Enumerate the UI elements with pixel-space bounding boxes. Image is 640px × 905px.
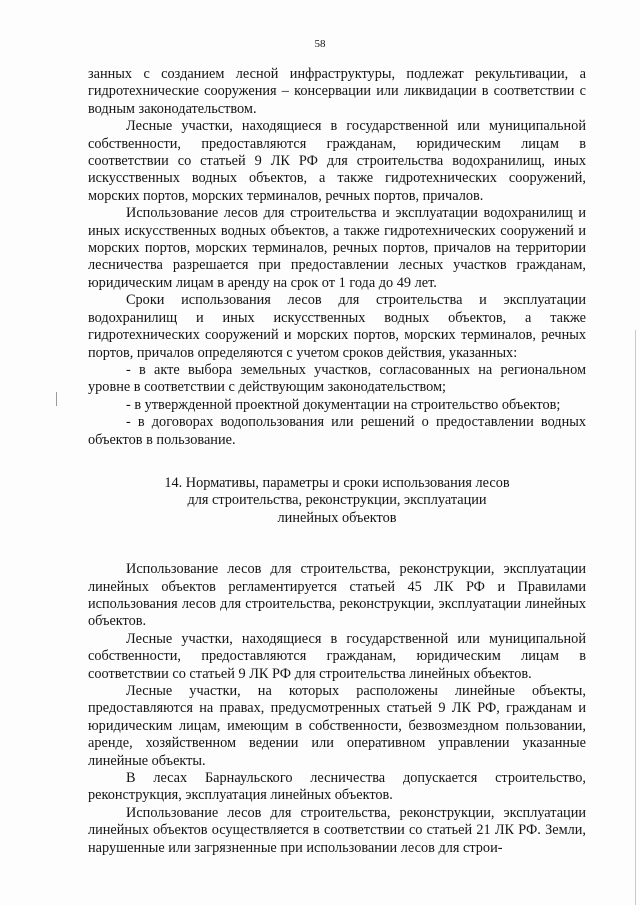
scan-edge-line	[635, 330, 636, 905]
section-heading-line: линейных объектов	[277, 509, 397, 526]
scan-artifact	[56, 392, 57, 406]
list-item: - в договорах водопользования или решений о предоставлении водных объектов в пользование.	[88, 414, 586, 448]
paragraph: Сроки использования лесов для строительства и эксплуатации водохранилищ и иных искусственных водных объектов, а также гидротехнических сооружений и морских портов, морских терминалов, речных портов, причалов определяются с учетом сроков действия, указанных:	[88, 292, 586, 361]
paragraph: Использование лесов для строительства и эксплуатации водохранилищ и иных искусственных водных объектов, а также гидротехнических сооружений и морских портов, морских терминалов, речных портов, причалов на территории лесничества разрешается при предоставлении лесных участков гражданам, юридическим лицам в аренду на срок от 1 года до 49 лет.	[88, 205, 586, 291]
paragraph: Лесные участки, находящиеся в государственной или муниципальной собственности, предоставляются гражданам, юридическим лицам в соответствии со статьей 9 ЛК РФ для строительства водохранилищ, иных искусственных водных объектов, а также гидротехнических сооружений, морских портов, морских терминалов, речных портов, причалов.	[88, 118, 586, 204]
list-item: - в утвержденной проектной документации на строительство объектов;	[126, 396, 561, 413]
paragraph: Лесные участки, на которых расположены линейные объекты, предоставляются на правах, предусмотренных статьей 9 ЛК РФ, гражданам и юридическим лицам, имеющим в собственности, безвозмездном пользовании, аренде, хозяйственном ведении или оперативном управлении указанные линейные объекты.	[88, 683, 586, 769]
section-heading-line: для строительства, реконструкции, эксплуатации	[187, 492, 487, 509]
section-heading-line: 14. Нормативы, параметры и сроки использования лесов	[164, 474, 510, 491]
paragraph: занных с созданием лесной инфраструктуры, подлежат рекультивации, а гидротехнические сооружения – консервации или ликвидации в соответствии с водным законодательством.	[88, 66, 586, 117]
page-content	[88, 66, 586, 857]
paragraph: Использование лесов для строительства, реконструкции, эксплуатации линейных объектов осуществляется в соответствии со статьей 21 ЛК РФ. Земли, нарушенные или загрязненные при использовании лесов для строи-	[88, 804, 586, 856]
paragraph: Использование лесов для строительства, реконструкции, эксплуатации линейных объектов регламентируется статьей 45 ЛК РФ и Правилами использования лесов для строительства, реконструкции, эксплуатации линейных объектов.	[88, 561, 586, 630]
paragraph: В лесах Барнаульского лесничества допускается строительство, реконструкция, эксплуатация линейных объектов.	[88, 770, 586, 804]
section-heading	[88, 475, 586, 527]
page-number: 58	[314, 38, 326, 50]
paragraph: Лесные участки, находящиеся в государственной или муниципальной собственности, предоставляются гражданам, юридическим лицам в соответствии со статьей 9 ЛК РФ для строительства линейных объектов.	[88, 630, 586, 682]
list-item: - в акте выбора земельных участков, согласованных на региональном уровне в соответствии с действующим законодательством;	[88, 361, 586, 396]
